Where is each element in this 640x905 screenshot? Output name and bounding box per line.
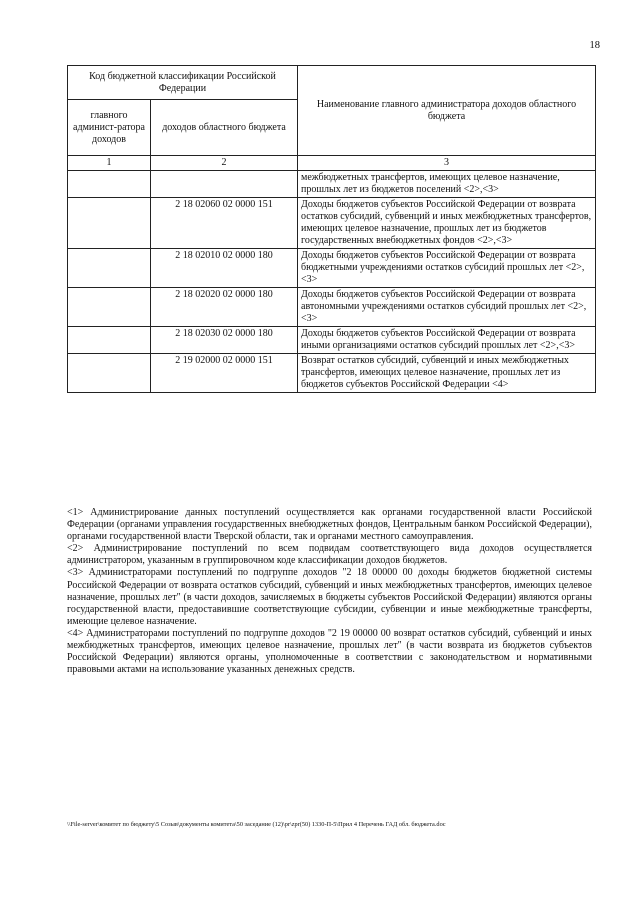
footnote-2: <2> Администрирование поступлений по всем подвидам соответствующего вида доходов осуществляется администратором, указанным в группировочном коде классификации доходов бюджетов. [67, 543, 592, 567]
footnotes [67, 507, 592, 676]
page-number: 18 [589, 40, 600, 51]
code-cell: 2 18 02060 02 0000 151 [151, 198, 298, 249]
file-path-footer: \\File-server\комитет по бюджету\5 Созыв\документы комитета\50 заседание (12)\pr\zpr(50) 1330-П-5\Прил 4 Перечень ГАД обл. бюджета.doc [67, 821, 446, 828]
table-row [68, 354, 596, 393]
admin-cell [68, 327, 151, 354]
name-cell: Доходы бюджетов субъектов Российской Федерации от возврата иными организациями остатков субсидий прошлых лет <2>,<3> [298, 327, 596, 354]
budget-classification-table [67, 65, 596, 393]
table-row [68, 288, 596, 327]
table-row [68, 171, 596, 198]
admin-cell [68, 171, 151, 198]
column-number-1: 1 [68, 156, 151, 171]
name-cell: Возврат остатков субсидий, субвенций и иных межбюджетных трансфертов, имеющих целевое назначение, прошлых лет из бюджетов субъектов Российской Федерации <4> [298, 354, 596, 393]
code-cell: 2 18 02030 02 0000 180 [151, 327, 298, 354]
table-row [68, 249, 596, 288]
footnote-4: <4> Администраторами поступлений по подгруппе доходов "2 19 00000 00 возврат остатков субсидий, субвенций и иных межбюджетных трансфертов, имеющих целевое назначение, прошлых лет" (в части возврата из бюджетов субъектов Российской Федерации) являются органы, уполномоченные в соответствии с законодательством и нормативными правовыми актами на использование указанных денежных средств. [67, 627, 592, 676]
footnote-3: <3> Администраторами поступлений по подгруппе доходов "2 18 00000 00 доходы бюджетов бюджетной системы Российской Федерации от возврата остатков субсидий, субвенций и иных межбюджетных трансфертов, имеющих целевое назначение, прошлых лет" (в части доходов, зачисляемых в бюджеты субъектов Российской Федерации) являются органы государственной власти, предоставившие соответствующие субсидии, субвенции и иные межбюджетные трансферты, имеющие целевое назначение. [67, 567, 592, 627]
footnote-1: <1> Администрирование данных поступлений осуществляется как органами государственной власти Российской Федерации (органами управления государственных внебюджетных фондов, Центральным банком Российской Федерации), органами государственной власти Тверской области, так и органами местного самоуправления. [67, 507, 592, 543]
name-cell: Доходы бюджетов субъектов Российской Федерации от возврата бюджетными учреждениями остатков субсидий прошлых лет <2>,<3> [298, 249, 596, 288]
header-name-column: Наименование главного администратора доходов областного бюджета [298, 66, 596, 156]
admin-cell [68, 198, 151, 249]
table-row [68, 198, 596, 249]
admin-cell [68, 288, 151, 327]
code-cell: 2 18 02010 02 0000 180 [151, 249, 298, 288]
column-number-2: 2 [151, 156, 298, 171]
code-cell: 2 19 02000 02 0000 151 [151, 354, 298, 393]
admin-cell [68, 249, 151, 288]
name-cell: Доходы бюджетов субъектов Российской Федерации от возврата остатков субсидий, субвенций и иных межбюджетных трансфертов, имеющих целевое назначение, прошлых лет из бюджетов государственных внебюджетных фондов <2>,<3> [298, 198, 596, 249]
code-cell: 2 18 02020 02 0000 180 [151, 288, 298, 327]
table-row [68, 327, 596, 354]
header-group-title: Код бюджетной классификации Российской Федерации [68, 66, 298, 100]
column-number-3: 3 [298, 156, 596, 171]
admin-cell [68, 354, 151, 393]
header-code-column: доходов областного бюджета [151, 100, 298, 156]
code-cell [151, 171, 298, 198]
name-cell: межбюджетных трансфертов, имеющих целевое назначение, прошлых лет из бюджетов поселений <2>,<3> [298, 171, 596, 198]
header-admin-column: главного админист-ратора доходов [68, 100, 151, 156]
name-cell: Доходы бюджетов субъектов Российской Федерации от возврата автономными учреждениями остатков субсидий прошлых лет <2>,<3> [298, 288, 596, 327]
